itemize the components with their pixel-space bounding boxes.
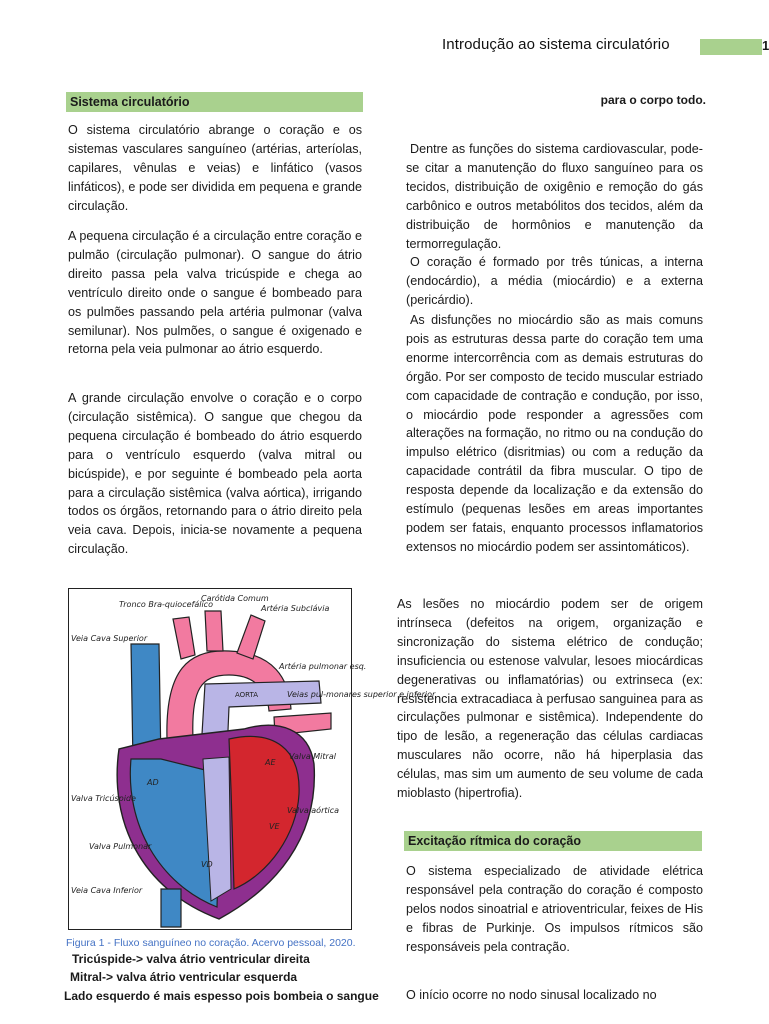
heart-diagram-figure [68,588,436,930]
label-valva-tricuspide: Valva Tricúspide [71,794,136,803]
label-valva-mitral: Valva Mitral [289,752,336,761]
vena-cava-inferior-shape [161,889,181,927]
page-header-title: Introdução ao sistema circulatório [442,36,670,53]
label-tronco: Tronco Bra-quiocefálico [119,600,213,609]
paragraph-pequena-circulacao: A pequena circulação é a circulação entre coração e pulmão (circulação pulmonar). O sangue do átrio direito passa pela valva tricúspide e chega ao ventrículo direito onde o sangue é bombeado para os pulmões passando pela artéria pulmonar (valva semilunar). Nos pulmões, o sangue é oxigenado e retorna pela veia pulmonar ao átrio esquerdo. [68,229,362,357]
label-ad: AD [147,778,159,787]
heart-diagram [69,589,436,929]
header-accent-bar [700,39,762,55]
subclavian-shape [237,615,265,659]
paragraph-lesoes: As lesões no miocárdio podem ser de origem intrínseca (defeitos na origem, organização e sincronização do sistema elétrico de condução; insuficiencia ou estenose valvular, lesoes miocárdicas degenerativas ou inflamatórias) ou extrinseca (ex: resistencia extracadiaca à perfusao sanguinea para as circulações pulmonar e sistêmica). Independente do tipo de lesão, a regeneração das células cardiacas musculares não ocorre, não há hiperplasia das células, mas sim um aumento de seu volume de cada mioblasto (hipertrofia). [397,597,703,801]
page-number: 1 [762,38,769,53]
label-veia-cava-inferior: Veia Cava Inferior [71,886,143,895]
figure-caption: Figura 1 - Fluxo sanguíneo no coração. Acervo pessoal, 2020. [66,937,356,949]
carotid-shape [205,611,223,651]
label-vd: VD [201,860,213,869]
continuation-text: para o corpo todo. [600,93,706,107]
label-veias-pulmonares: Veias pul-monares superior e inferior [287,690,436,699]
label-arteria-pulmonar: Artéria pulmonar esq. [279,662,367,671]
label-subclavia: Artéria Subclávia [261,604,330,613]
label-valva-aortica: Valva aórtica [287,806,340,815]
paragraph-nodo-sinusal: O início ocorre no nodo sinusal localizado no [406,988,657,1002]
paragraph-funcoes: Dentre as funções do sistema cardiovascular, pode-se citar a manutenção do fluxo sanguíneo para os tecidos, distribuição de oxigênio e remoção do gás carbônico e outros metabólitos dos tecidos, além da distribuição de hormônios e manutenção da termorregulação. [406,142,703,251]
legend-tricuspide: Tricúspide-> valva átrio ventricular direita [72,952,310,966]
legend-lado-esquerdo: Lado esquerdo é mais espesso pois bombeia o sangue [64,989,379,1003]
section-heading-excitacao: Excitação rítmica do coração [404,831,702,851]
brachiocephalic-trunk-shape [173,617,195,659]
paragraph-disfuncoes: As disfunções no miocárdio são as mais comuns pois as estruturas dessa parte do coração tem uma enorme intercorrência com as demais estruturas do órgão. Por ser composto de tecido muscular estriado com capacidade de contração e condução, por isso, o miocárdio pode responder a agressões com alterações na formação, no ritmo ou na condução do impulso elétrico (disritmias) ou com a redução da capacidade contrátil da fibra muscular. O tipo de resposta depende da localização e da extensão do estímulo (pequenas lesões em areas importantes podem ser fatais, enquanto processos inflamatorios extensos no miocárdio podem ser assintomáticos). [406,313,703,554]
label-carotida: Carótida Comum [201,594,269,603]
paragraph-tunicas: O coração é formado por três túnicas, a interna (endocárdio), a média (miocárdio) e a externa (pericárdio). [406,255,703,307]
legend-mitral: Mitral-> valva átrio ventricular esquerda [70,970,298,984]
paragraph-intro: O sistema circulatório abrange o coração e os sistemas vasculares sanguíneo (artérias, arteríolas, capilares, vênulas e veias) e linfático (vasos linfáticos), e pode ser dividida em pequena e grande circulação. [68,123,362,213]
label-aorta: AORTA [235,691,259,699]
section-heading-sistema-circulatorio: Sistema circulatório [66,92,363,112]
label-valva-pulmonar: Valva Pulmonar [89,842,152,851]
label-veia-cava-superior: Veia Cava Superior [71,634,148,643]
label-ae: AE [265,758,276,767]
label-ve: VE [269,822,280,831]
paragraph-grande-circulacao: A grande circulação envolve o coração e o corpo (circulação sistêmica). O sangue que chegou da pequena circulação é bombeado do átrio esquerdo para o ventrículo esquerdo (valva mitral ou bicúspide), e por seguinte é bombeado pela aorta para a circulação sistêmica (valva aórtica), irrigando todos os órgãos, retornando para o átrio direito pela veia cava. Depois, inicia-se novamente a pequena circulação. [68,391,362,557]
paragraph-sistema-eletrico: O sistema especializado de atividade elétrica responsável pela contração do coração é composto pelos nodos sinoatrial e atrioventricular, feixes de His e fibras de Purkinje. Os impulsos rítmicos são responsáveis pela contração. [406,864,703,954]
